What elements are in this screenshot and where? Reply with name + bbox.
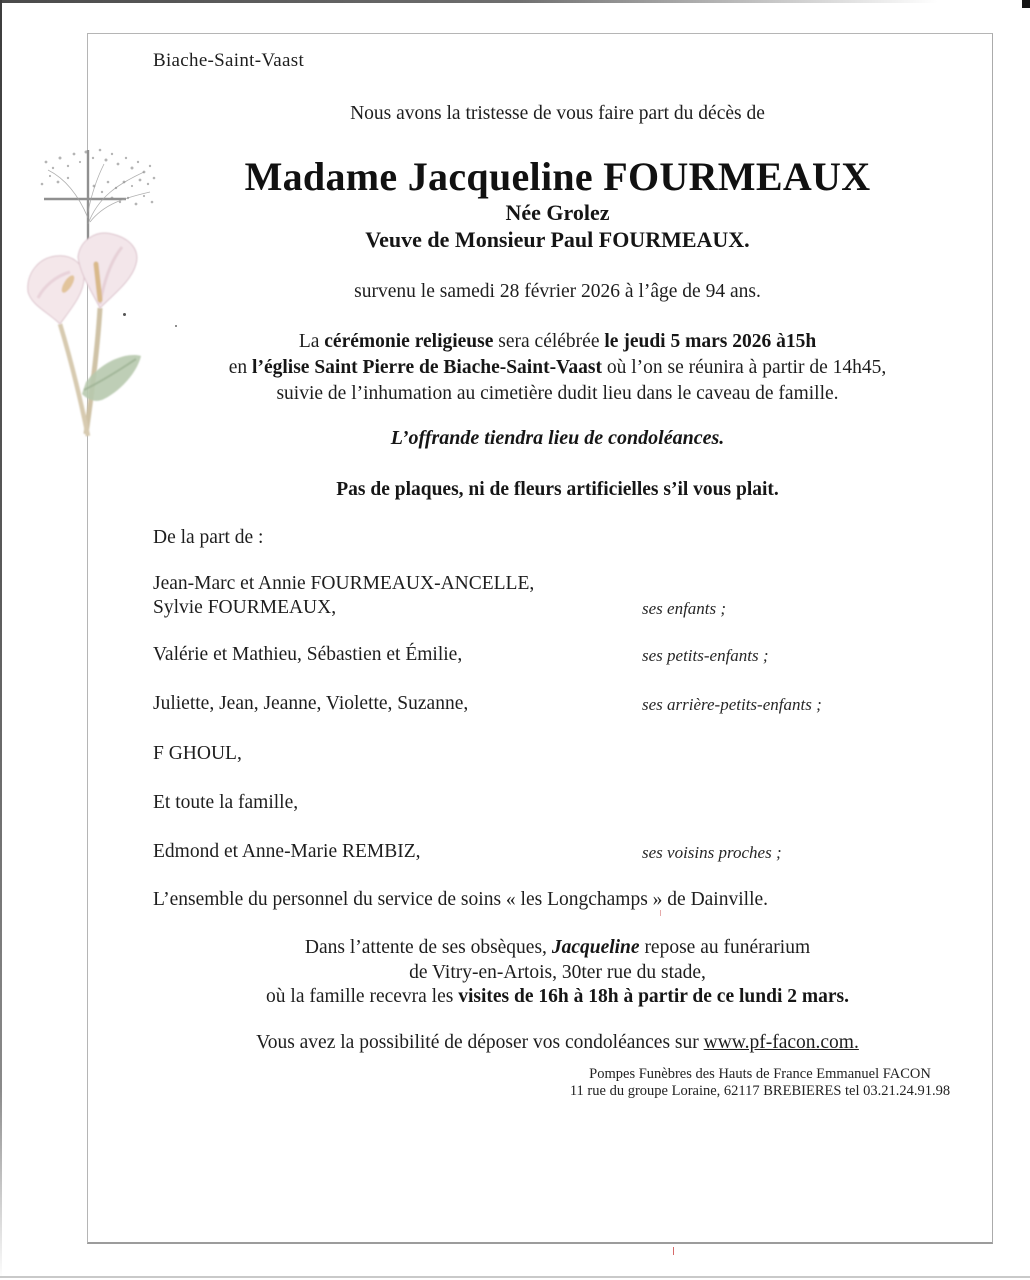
death-date-line: survenu le samedi 28 février 2026 à l’âge de 94 ans. <box>354 281 761 302</box>
ceremony-line-1: La cérémonie religieuse sera célébrée le jeudi 5 mars 2026 à15h <box>298 331 817 352</box>
intro-line: Nous avons la tristesse de vous faire part du décès de <box>350 103 765 124</box>
family-relation: ses voisins proches ; <box>642 843 782 862</box>
scan-edge-left <box>0 0 2 1280</box>
family-row-staff <box>153 889 913 911</box>
family-names: Jean-Marc et Annie FOURMEAUX-ANCELLE, <box>153 573 535 594</box>
family-row <box>153 644 913 666</box>
scan-red-artifact <box>673 1247 674 1255</box>
repose-line-3: où la famille recevra les visites de 16h à 18h à partir de ce lundi 2 mars. <box>266 986 849 1007</box>
family-row <box>153 597 913 619</box>
family-names: Valérie et Mathieu, Sébastien et Émilie, <box>153 644 463 665</box>
family-names: Edmond et Anne-Marie REMBIZ, <box>153 841 421 862</box>
flower-stems <box>60 308 100 436</box>
no-flowers-line: Pas de plaques, ni de fleurs artificielles s’il vous plait. <box>336 479 779 500</box>
condolences-line: Vous avez la possibilité de déposer vos condoléances sur www.pf-facon.com. <box>256 1032 859 1053</box>
family-names: Juliette, Jean, Jeanne, Violette, Suzanne, <box>153 693 469 714</box>
scan-edge-bottom <box>0 1276 1030 1278</box>
ceremony-line-2: en l’église Saint Pierre de Biache-Saint-Vaast où l’on se réunira à partir de 14h45, <box>228 357 887 378</box>
city-line: Biache-Saint-Vaast <box>153 50 305 71</box>
family-relation: ses enfants ; <box>642 599 727 618</box>
maiden-name: Née Grolez <box>505 200 610 225</box>
offering-line: L’offrande tiendra lieu de condoléances. <box>390 427 725 449</box>
family-row <box>153 792 913 814</box>
ceremony-paragraph <box>120 329 995 407</box>
funeral-home-block <box>560 1066 960 1100</box>
family-row <box>153 573 913 595</box>
family-row <box>153 693 913 715</box>
family-relation: ses petits-enfants ; <box>642 646 769 665</box>
funeral-home-name: Pompes Funèbres des Hauts de France Emmanuel FACON <box>589 1066 931 1082</box>
deceased-name: Madame Jacqueline FOURMEAUX <box>244 154 871 199</box>
family-names: Et toute la famille, <box>153 792 299 813</box>
repose-paragraph <box>120 936 995 1010</box>
family-names: Sylvie FOURMEAUX, <box>153 597 337 618</box>
condolences-website-link[interactable]: www.pf-facon.com. <box>703 1032 859 1053</box>
scan-edge-top <box>0 0 938 3</box>
from-label: De la part de : <box>153 527 264 548</box>
family-names: F GHOUL, <box>153 743 242 764</box>
scan-corner-mark <box>1022 0 1030 8</box>
ceremony-line-3: suivie de l’inhumation au cimetière dudit lieu dans le caveau de famille. <box>276 383 839 404</box>
repose-line-2: de Vitry-en-Artois, 30ter rue du stade, <box>409 961 706 983</box>
widow-of-line: Veuve de Monsieur Paul FOURMEAUX. <box>365 227 750 252</box>
family-row <box>153 841 913 863</box>
family-relation: ses arrière-petits-enfants ; <box>642 695 822 714</box>
family-names: L’ensemble du personnel du service de soins « les Longchamps » de Dainville. <box>153 889 769 910</box>
family-row <box>153 743 913 765</box>
funeral-home-address: 11 rue du groupe Loraine, 62117 BREBIERES tel 03.21.24.91.98 <box>569 1083 951 1099</box>
deceased-first-name: Jacqueline <box>551 937 640 958</box>
repose-line-1: Dans l’attente de ses obsèques, Jacqueline repose au funérarium <box>304 937 811 958</box>
